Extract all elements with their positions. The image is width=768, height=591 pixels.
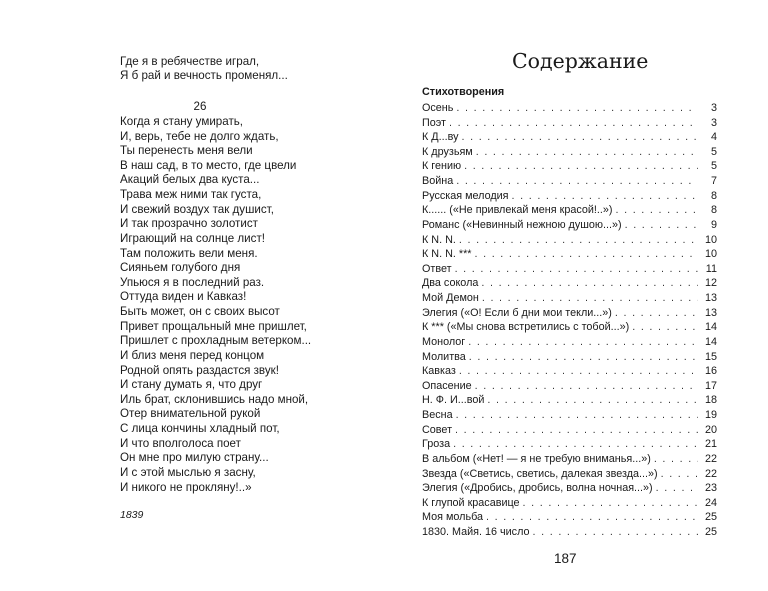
toc-entry bbox=[422, 247, 717, 262]
toc-entry-page: 22 bbox=[704, 467, 717, 480]
toc-entry-page: 14 bbox=[704, 321, 717, 334]
toc-entry-title: К N. N. bbox=[422, 233, 456, 246]
toc-dot-leader bbox=[476, 145, 698, 160]
toc-entry-page: 25 bbox=[704, 525, 717, 538]
toc-entry-title: Молитва bbox=[422, 350, 466, 363]
toc-dot-leader bbox=[661, 467, 698, 482]
toc-entry-page: 5 bbox=[710, 160, 717, 173]
toc-dot-leader bbox=[464, 159, 698, 174]
toc-entry-page: 15 bbox=[704, 350, 717, 363]
toc-entry bbox=[422, 335, 717, 350]
toc-entry-page: 24 bbox=[704, 496, 717, 509]
toc-dot-leader bbox=[455, 262, 698, 277]
toc-dot-leader bbox=[625, 218, 698, 233]
poem-line: Там положить вели меня. bbox=[120, 246, 258, 260]
poem-year: 1839 bbox=[120, 509, 144, 521]
toc-entry-page: 3 bbox=[710, 102, 717, 114]
toc-entry-title: Романс («Невинный нежною душою...») bbox=[422, 218, 622, 231]
toc-entry-page: 10 bbox=[704, 248, 717, 261]
toc-entry bbox=[422, 262, 717, 277]
toc-entry bbox=[422, 437, 717, 452]
toc-dot-leader bbox=[482, 291, 698, 306]
toc-dot-leader bbox=[462, 130, 699, 145]
poem-line: И так прозрачно золотист bbox=[120, 217, 258, 231]
toc-dot-leader bbox=[487, 393, 698, 408]
toc-entry bbox=[422, 276, 717, 291]
poem-line: Быть может, он с своих высот bbox=[120, 305, 280, 319]
toc-entry-title: Опасение bbox=[422, 379, 472, 392]
toc-entry-title: Монолог bbox=[422, 335, 466, 348]
toc-entry bbox=[422, 306, 717, 321]
poem-line: Трава меж ними так густа, bbox=[120, 188, 262, 202]
toc-entry-title: К друзьям bbox=[422, 145, 473, 158]
toc-entry bbox=[422, 510, 717, 525]
poem-number: 26 bbox=[193, 100, 207, 113]
toc-dot-leader bbox=[456, 408, 698, 423]
toc-entry bbox=[422, 189, 717, 204]
toc-entry-title: К N. N. *** bbox=[422, 248, 472, 261]
poem-line: Упьюся я в последний раз. bbox=[120, 275, 265, 289]
poem-line: И стану думать я, что друг bbox=[120, 378, 263, 392]
toc-entry-title: К...... («Не привлекай меня красой!..») bbox=[422, 204, 613, 217]
toc-dot-leader bbox=[459, 233, 698, 248]
toc-entry-title: 1830. Майя. 16 число bbox=[422, 525, 530, 538]
toc-entry bbox=[422, 320, 717, 335]
toc-dot-leader bbox=[632, 320, 698, 335]
toc-entry-page: 12 bbox=[704, 277, 717, 290]
toc-entry-page: 22 bbox=[704, 452, 717, 465]
toc-entry-page: 21 bbox=[704, 438, 717, 451]
toc-dot-leader bbox=[475, 247, 699, 262]
page-number: 187 bbox=[554, 551, 577, 566]
toc-entry-page: 20 bbox=[704, 423, 717, 436]
toc-entry-title: Гроза bbox=[422, 438, 451, 451]
toc-dot-leader bbox=[459, 364, 698, 379]
toc-entry-page: 25 bbox=[704, 511, 717, 524]
poem-line: Он мне про милую страну... bbox=[120, 451, 269, 465]
poem-line: Играющий на солнце лист! bbox=[120, 231, 265, 245]
toc-entry-page: 8 bbox=[710, 189, 717, 202]
poem-line: Оттуда виден и Кавказ! bbox=[120, 290, 247, 304]
toc-entry-page: 4 bbox=[710, 131, 717, 144]
toc-entry bbox=[422, 525, 717, 540]
toc-entry bbox=[422, 159, 717, 174]
toc-entry bbox=[422, 393, 717, 408]
poem-line: Родной опять раздастся звук! bbox=[120, 363, 279, 377]
toc-entry bbox=[422, 203, 717, 218]
toc-entry bbox=[422, 145, 717, 160]
toc-entry-title: Кавказ bbox=[422, 365, 456, 378]
toc-dot-leader bbox=[615, 306, 698, 321]
toc-entry-page: 23 bbox=[704, 482, 717, 495]
toc-entry-title: К *** («Мы снова встретились с тобой...») bbox=[422, 321, 630, 334]
toc-entry bbox=[422, 481, 717, 496]
toc-entry-title: Ответ bbox=[422, 262, 452, 275]
toc-entry-page: 17 bbox=[704, 379, 717, 392]
poem-line: Сияньем голубого дня bbox=[120, 261, 241, 275]
toc-entry bbox=[422, 408, 717, 423]
toc-entry-page: 13 bbox=[704, 306, 717, 319]
toc-dot-leader bbox=[468, 335, 698, 350]
toc-entry-title: Н. Ф. И...вой bbox=[422, 394, 485, 407]
toc-dot-leader bbox=[469, 350, 698, 365]
toc-entry-title: В альбом («Нет! — я не требую вниманья...») bbox=[422, 452, 651, 465]
toc-entry bbox=[422, 101, 717, 116]
toc-title: Содержание bbox=[512, 49, 649, 73]
poem-line: С лица кончины хладный пот, bbox=[120, 422, 280, 436]
toc-entry-title: Осень bbox=[422, 102, 454, 114]
toc-entry-title: Мой Демон bbox=[422, 292, 479, 305]
poem-line: Иль брат, склонившись надо мной, bbox=[120, 392, 309, 406]
toc-entry-title: Элегия («О! Если б дни мои текли...») bbox=[422, 306, 612, 319]
toc-dot-leader bbox=[654, 452, 698, 467]
right-page bbox=[384, 0, 768, 591]
toc-entry-title: Элегия («Дробись, дробись, волна ночная...») bbox=[422, 482, 653, 495]
poem-line: И свежий воздух так душист, bbox=[120, 202, 274, 216]
toc-dot-leader bbox=[455, 423, 698, 438]
toc-dot-leader bbox=[486, 510, 698, 525]
poem-line: Я б рай и вечность променял... bbox=[120, 69, 288, 82]
toc-entry-title: Весна bbox=[422, 409, 453, 422]
toc-entry-page: 13 bbox=[704, 292, 717, 305]
toc-dot-leader bbox=[512, 189, 698, 204]
toc-entry-title: Русская мелодия bbox=[422, 189, 509, 202]
toc-section-heading: Стихотворения bbox=[422, 86, 505, 98]
toc-entry-title: Война bbox=[422, 175, 454, 188]
toc-entry bbox=[422, 467, 717, 482]
toc-entry-title: Поэт bbox=[422, 116, 446, 129]
toc-dot-leader bbox=[656, 481, 698, 496]
toc-entry bbox=[422, 291, 717, 306]
toc-entry-title: К глупой красавице bbox=[422, 496, 520, 509]
toc-dot-leader bbox=[533, 525, 698, 540]
toc-dot-leader bbox=[475, 379, 698, 394]
toc-dot-leader bbox=[523, 496, 698, 511]
toc-entry bbox=[422, 452, 717, 467]
toc-entry-page: 19 bbox=[704, 409, 717, 422]
toc-entry-page: 8 bbox=[710, 204, 717, 217]
poem-line: И что вполголоса поет bbox=[120, 436, 241, 450]
poem-line: Где я в ребячестве играл, bbox=[120, 55, 260, 68]
poem-line: Ты перенесть меня вели bbox=[120, 144, 253, 158]
toc-dot-leader bbox=[453, 437, 698, 452]
poem-line: И никого не прокляну!..» bbox=[120, 480, 252, 494]
poem-line: Когда я стану умирать, bbox=[120, 115, 244, 128]
toc-entry bbox=[422, 218, 717, 233]
toc-entry-page: 7 bbox=[710, 175, 717, 188]
poem-line: И близ меня перед концом bbox=[120, 348, 265, 362]
toc-entry bbox=[422, 130, 717, 145]
toc-entry-page: 10 bbox=[704, 233, 717, 246]
toc-entry-page: 5 bbox=[710, 145, 717, 158]
toc-entry-page: 18 bbox=[704, 394, 717, 407]
toc-entry bbox=[422, 350, 717, 365]
toc-dot-leader bbox=[456, 174, 698, 189]
toc-entry-page: 3 bbox=[710, 116, 717, 129]
toc-entry bbox=[422, 233, 717, 248]
poem-line: И, верь, тебе не долго ждать, bbox=[120, 129, 279, 143]
toc-entry-page: 9 bbox=[710, 218, 717, 231]
toc-entry-title: Моя мольба bbox=[422, 511, 484, 524]
poem-line: Привет прощальный мне пришлет, bbox=[120, 319, 307, 333]
toc-dot-leader bbox=[616, 203, 699, 218]
toc-dot-leader bbox=[481, 276, 698, 291]
poem-line: В наш сад, в то место, где цвели bbox=[120, 158, 297, 172]
poem-line: И с этой мыслью я засну, bbox=[120, 465, 256, 479]
toc-entry-title: Два сокола bbox=[422, 277, 479, 290]
toc-entry-title: Звезда («Светись, светись, далекая звезда...») bbox=[422, 467, 658, 480]
toc-entry bbox=[422, 379, 717, 394]
toc-dot-leader bbox=[449, 116, 698, 131]
toc-entry bbox=[422, 116, 717, 131]
toc-entry bbox=[422, 423, 717, 438]
poem-line: Акаций белых два куста... bbox=[120, 173, 260, 187]
toc-dot-leader bbox=[456, 101, 698, 116]
toc-entry bbox=[422, 174, 717, 189]
toc-entry-page: 16 bbox=[704, 365, 717, 378]
toc-entry-page: 11 bbox=[705, 262, 717, 275]
toc-entry-title: К гению bbox=[422, 160, 462, 173]
toc-entry bbox=[422, 496, 717, 511]
toc-entry bbox=[422, 364, 717, 379]
toc-entry-page: 14 bbox=[704, 335, 717, 348]
toc-entry-title: Совет bbox=[422, 423, 453, 436]
poem-line: Пришлет с прохладным ветерком... bbox=[120, 334, 312, 348]
toc-entry-title: К Д...ву bbox=[422, 131, 459, 144]
poem-line: Отер внимательной рукой bbox=[120, 407, 261, 421]
